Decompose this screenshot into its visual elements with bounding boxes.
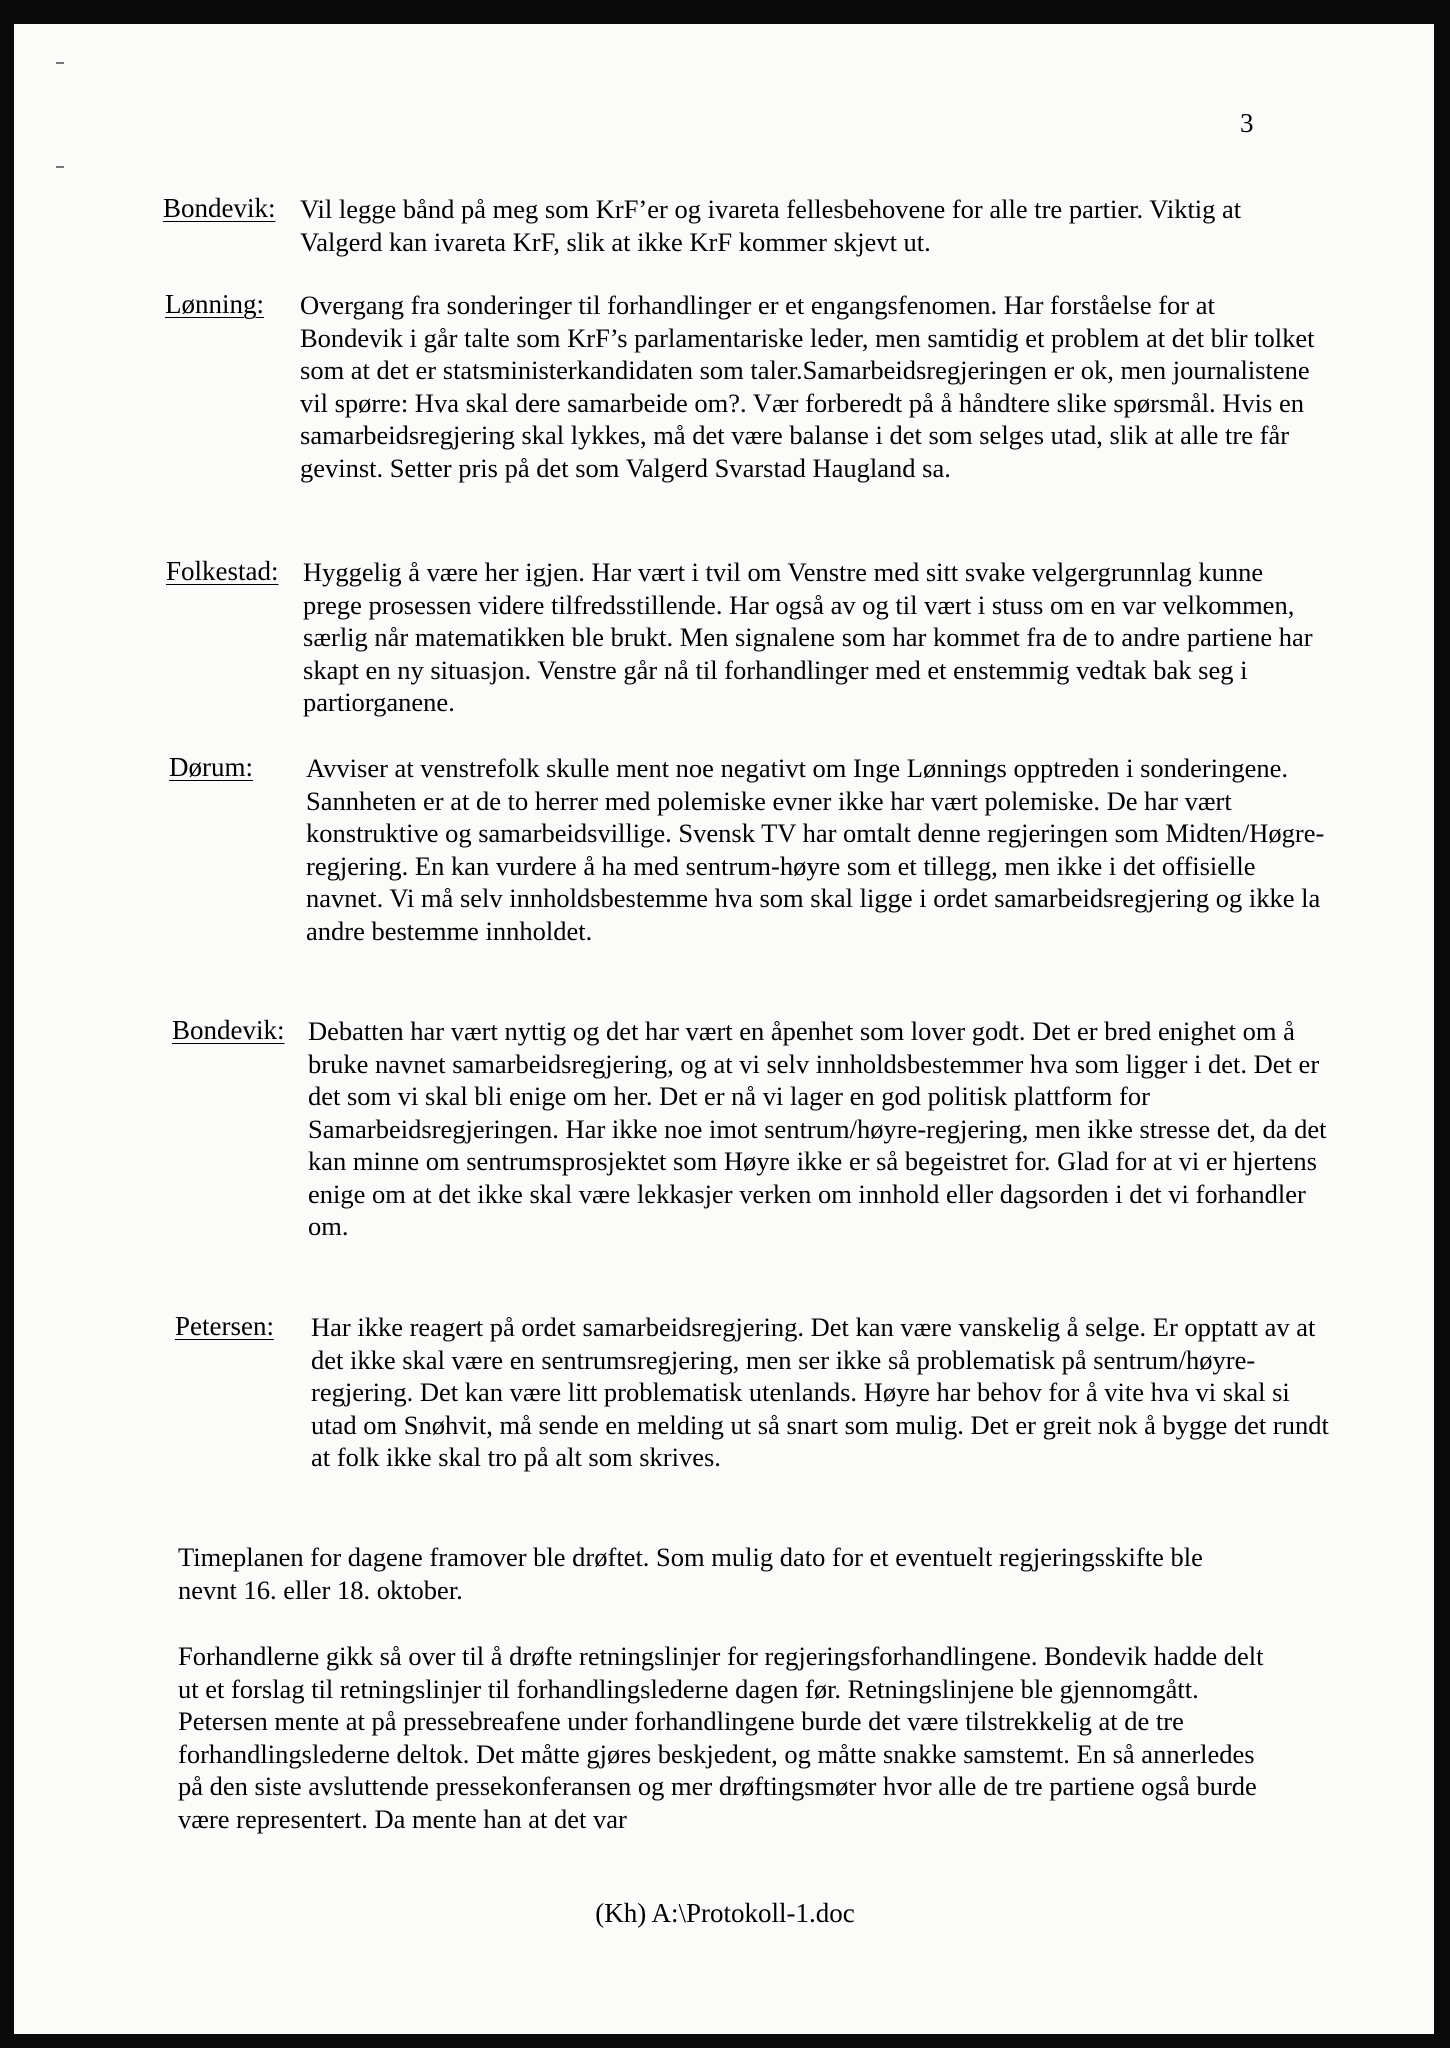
statement-text: Hyggelig å være her igjen. Har vært i tvil om Venstre med sitt svake velgergrunnlag kunne prege prosessen videre tilfredsstillende. Har også av og til vært i stuss om en var velkommen, særlig når matematikken ble brukt. Men signalene som har kommet fra de to andre partiene har skapt en ny situasjon. Venstre går nå til forhandlinger med et enstemmig vedtak bak seg i partiorganene.: [303, 557, 1313, 717]
speaker-name: Dørum:: [169, 752, 253, 782]
scan-mark: [56, 166, 64, 168]
statement-text: Har ikke reagert på ordet samarbeidsregjering. Det kan være vanskelig å selge. Er opptatt av at det ikke skal være en sentrumsregjering, men ser ikke så problematisk på sentrum/høyre-regjering. Det kan være litt problematisk utenlands. Høyre har behov for å vite hva vi skal si utad om Snøhvit, må sende en melding ut så snart som mulig. Det er greit nok å bygge det rundt at folk ikke skal tro på alt som skrives.: [311, 1312, 1329, 1472]
speaker-name: Petersen:: [175, 1311, 274, 1341]
speaker-name: Lønning:: [165, 289, 264, 319]
paragraph-timeplan: Timeplanen for dagene framover ble drøftet. Som mulig dato for et eventuelt regjeringsskifte ble nevnt 16. eller 18. oktober.: [178, 1542, 1203, 1605]
speaker-name: Bondevik:: [172, 1015, 285, 1045]
statement-text: Overgang fra sonderinger til forhandlinger er et engangsfenomen. Har forståelse for at Bondevik i går talte som KrF’s parlamentariske leder, men samtidig et problem at det blir tolket som at det er statsministerkandidaten som taler.Samarbeidsregjeringen er ok, men journalistene vil spørre: Hva skal dere samarbeide om?. Vær forberedt på å håndtere slike spørsmål. Hvis en samarbeidsregjering skal lykkes, må det være balanse i det som selges utad, slik at alle tre får gevinst. Setter pris på det som Valgerd Svarstad Haugland sa.: [300, 290, 1315, 483]
footer-filename: (Kh) A:\Protokoll-1.doc: [595, 1898, 855, 1928]
statement-text: Vil legge bånd på meg som KrF’er og ivareta fellesbehovene for alle tre partier. Viktig at Valgerd kan ivareta KrF, slik at ikke KrF kommer skjevt ut.: [300, 194, 1242, 257]
statement-text: Avviser at venstrefolk skulle ment noe negativt om Inge Lønnings opptreden i sonderingene. Sannheten er at de to herrer med polemiske evner ikke har vært polemiske. De har vært konstruktive og samarbeidsvillige. Svensk TV har omtalt denne regjeringen som Midten/Høgre-regjering. En kan vurdere å ha med sentrum-høyre som et tillegg, men ikke i det offisielle navnet. Vi må selv innholdsbestemme hva som skal ligge i ordet samarbeidsregjering og ikke la andre bestemme innholdet.: [306, 753, 1325, 946]
speaker-name: Bondevik:: [163, 193, 276, 223]
paragraph-forhandlerne: Forhandlerne gikk så over til å drøfte retningslinjer for regjeringsforhandlingene. Bondevik hadde delt ut et forslag til retningslinjer til forhandlingslederne dagen før. Retningslinjene ble gjennomgått. Petersen mente at på pressebreafene under forhandlingene burde det være tilstrekkelig at de tre forhandlingslederne deltok. Det måtte gjøres beskjedent, og måtte snakke samstemt. En så annerledes på den siste avsluttende pressekonferansen og mer drøftingsmøter hvor alle de tre partiene også burde være representert. Da mente han at det var: [178, 1641, 1264, 1834]
statement-text: Debatten har vært nyttig og det har vært en åpenhet som lover godt. Det er bred enighet om å bruke navnet samarbeidsregjering, og at vi selv innholdsbestemmer hva som ligger i det. Det er det som vi skal bli enige om her. Det er nå vi lager en god politisk plattform for Samarbeidsregjeringen. Har ikke noe imot sentrum/høyre-regjering, men ikke stresse det, da det kan minne om sentrumsprosjektet som Høyre ikke er så begeistret for. Glad for at vi er hjertens enige om at det ikke skal være lekkasjer verken om innhold eller dagsorden i det vi forhandler om.: [308, 1016, 1327, 1241]
speaker-name: Folkestad:: [166, 556, 279, 586]
page-number: 3: [1240, 108, 1254, 138]
scan-mark: [56, 62, 64, 64]
